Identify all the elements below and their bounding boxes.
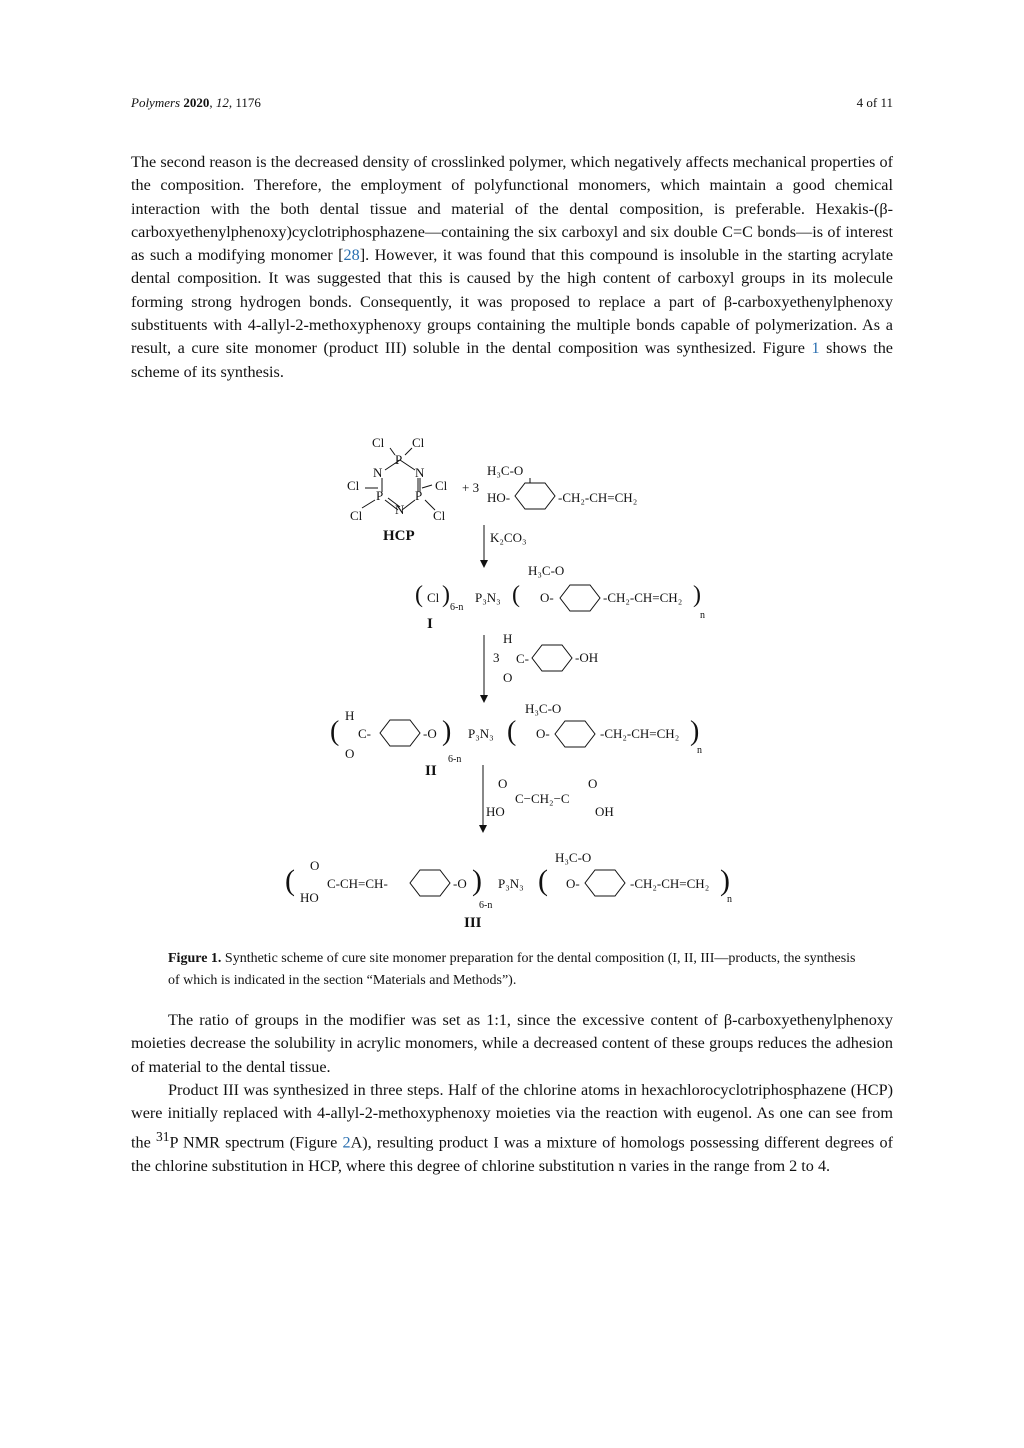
paren: ( [285,864,295,897]
o-label: O [498,776,508,791]
benzene-ring [515,483,555,509]
cl-label: Cl [412,435,425,450]
h3co-label: H₃C-O [555,850,592,865]
cl-label: Cl [350,508,363,523]
n-label: N [395,502,405,517]
subscript-6n: 6-n [448,754,462,765]
paren: ) [690,716,700,747]
subscript-6n: 6-n [450,602,464,613]
p-label: P [395,452,403,467]
h3co-label: H₃C-O [528,563,565,578]
paragraph-1 [131,151,893,384]
benzene-ring [410,870,450,896]
p3n3-label: P₃N₃ [475,590,501,605]
benzene-ring [560,585,600,611]
paren: ) [442,716,452,747]
p3-text-a: Product III was synthesized in three steps. Half of the chlorine atoms in hexachlorocyclotriphosphazene (HCP) were initially replaced with 4-allyl-2-methoxyphenoxy moieties via the reaction with eugenol. As one can see from the [131,1080,893,1152]
citation-link[interactable]: 28 [343,246,360,265]
cl-label: Cl [347,478,360,493]
ho-label: HO [486,804,505,819]
o-label: O- [540,590,554,605]
body-section-2 [131,1009,893,1178]
c-label: C- [358,726,371,741]
paren: ) [442,582,450,608]
paren: ( [415,582,423,608]
subscript-n: n [697,745,702,756]
p3-text-c: A), resulting product I was a mixture of homologs possessing different degrees of the chlorine substitution in HCP, where this degree of chlorine substitution n varies in the range from 2 to 4. [131,1133,893,1176]
cl-label: Cl [435,478,448,493]
page-header [131,95,893,111]
cl-label: Cl [427,590,440,605]
paragraph-2: The ratio of groups in the modifier was set as 1:1, since the excessive content of β-carboxyethenylphenoxy moieties decrease the solubility in acrylic monomers, while a decreased content of these groups reduces the adhesion of material to the dental tissue. [131,1011,893,1076]
paren: ) [720,864,730,897]
p-label: P [376,488,384,503]
journal-volume: 12 [215,95,229,110]
paragraph-3 [131,1079,893,1179]
ho-label: HO [300,890,319,905]
product-i-label: I [427,616,433,632]
paren: ( [512,582,520,608]
journal-year: 2020 [183,95,210,110]
k2co3-label: K₂CO₃ [490,530,527,545]
figure-caption [168,948,858,992]
o-label: O [310,858,320,873]
subscript-n: n [700,610,705,621]
paren: ( [538,864,548,897]
p3-text-b: P NMR spectrum (Figure [169,1133,343,1152]
subscript-6n: 6-n [479,900,493,911]
journal-name: Polymers [131,95,181,110]
p3n3-label: P₃N₃ [468,726,494,741]
paren: ) [472,864,482,897]
c-label: C- [516,651,529,666]
p1-text-a: The second reason is the decreased density of crosslinked polymer, which negatively affects mechanical properties of the composition. Therefore, the employment of polyfunctional monomers, which maintain a good chemical interaction with the both dental tissue and material of the dental composition, is preferable. Hexakis-(β-carboxyethenylphenoxy)cyclotriphosphazene—containing the six carboxyl and six double C=C bonds—is of interest as such a modifying monomer [ [131,153,893,265]
benzene-ring [555,721,595,747]
page-number: 4 of 11 [856,95,893,110]
paren: ) [693,582,701,608]
p3n3-label: P₃N₃ [498,876,524,891]
benzene-ring [585,870,625,896]
malonic-chain: C−CH₂−C [515,791,570,806]
superscript-31: 31 [155,1129,170,1145]
o-label: -O [423,726,437,741]
figure-link[interactable]: 1 [811,339,820,358]
journal-citation: Polymers 2020, 12, 1176 [131,95,261,110]
product-iii-label: III [464,915,482,931]
figure-link[interactable]: 2 [342,1133,351,1152]
p1-text-c: shows the scheme of its synthesis. [131,339,893,381]
p-label: P [415,488,423,503]
cl-label: Cl [433,508,446,523]
h3co-label: H₃C-O [487,463,524,478]
p1-text-b: ]. However, it was found that this compound is insoluble in the starting acrylate dental composition. It was suggested that this is caused by the high content of carboxyl groups in its molecule forming strong hydrogen bonds. Consequently, it was proposed to replace a part of β-carboxyethenylphenoxy substituents with 4-allyl-2-methoxyphenoxy groups containing the multiple bonds capable of polymerization. As a result, a cure site monomer (product III) soluble in the dental composition was synthesized. Figure [131,246,893,358]
caption-text: Synthetic scheme of cure site monomer preparation for the dental composition (I, II, III—products, the synthesis of which is indicated in the section “Materials and Methods”). [168,951,856,988]
caption-label: Figure 1. [168,951,222,966]
synthesis-scheme-svg [250,430,790,940]
synthesis-scheme-figure [250,430,790,940]
plus-3-label: + 3 [462,480,480,495]
hcp-label: HCP [383,528,415,544]
allyl-label: -CH₂-CH=CH₂ [603,590,683,605]
allyl-label: -CH₂-CH=CH₂ [558,490,638,505]
oh-label: -OH [575,650,599,665]
o-label: -O [453,876,467,891]
h-label: H [345,708,355,723]
o-label: O- [566,876,580,891]
ho-label: HO- [487,490,511,505]
cl-label: Cl [372,435,385,450]
coefficient-3: 3 [493,650,500,665]
o-label: O [345,746,355,761]
benzene-ring [532,645,572,671]
h3co-label: H₃C-O [525,701,562,716]
o-label: O- [536,726,550,741]
product-ii-label: II [425,763,437,779]
paren: ( [507,716,517,747]
n-label: N [415,465,425,480]
oh-label: OH [595,804,614,819]
o-label: O [588,776,598,791]
article-number: , 1176 [228,95,261,110]
h-label: H [503,631,513,646]
allyl-label: -CH₂-CH=CH₂ [630,876,710,891]
allyl-label: -CH₂-CH=CH₂ [600,726,680,741]
subscript-n: n [727,894,732,905]
acrylic-chain: C-CH=CH- [327,876,388,891]
benzene-ring [380,720,420,746]
n-label: N [373,465,383,480]
paren: ( [330,716,340,747]
o-label: O [503,670,513,685]
